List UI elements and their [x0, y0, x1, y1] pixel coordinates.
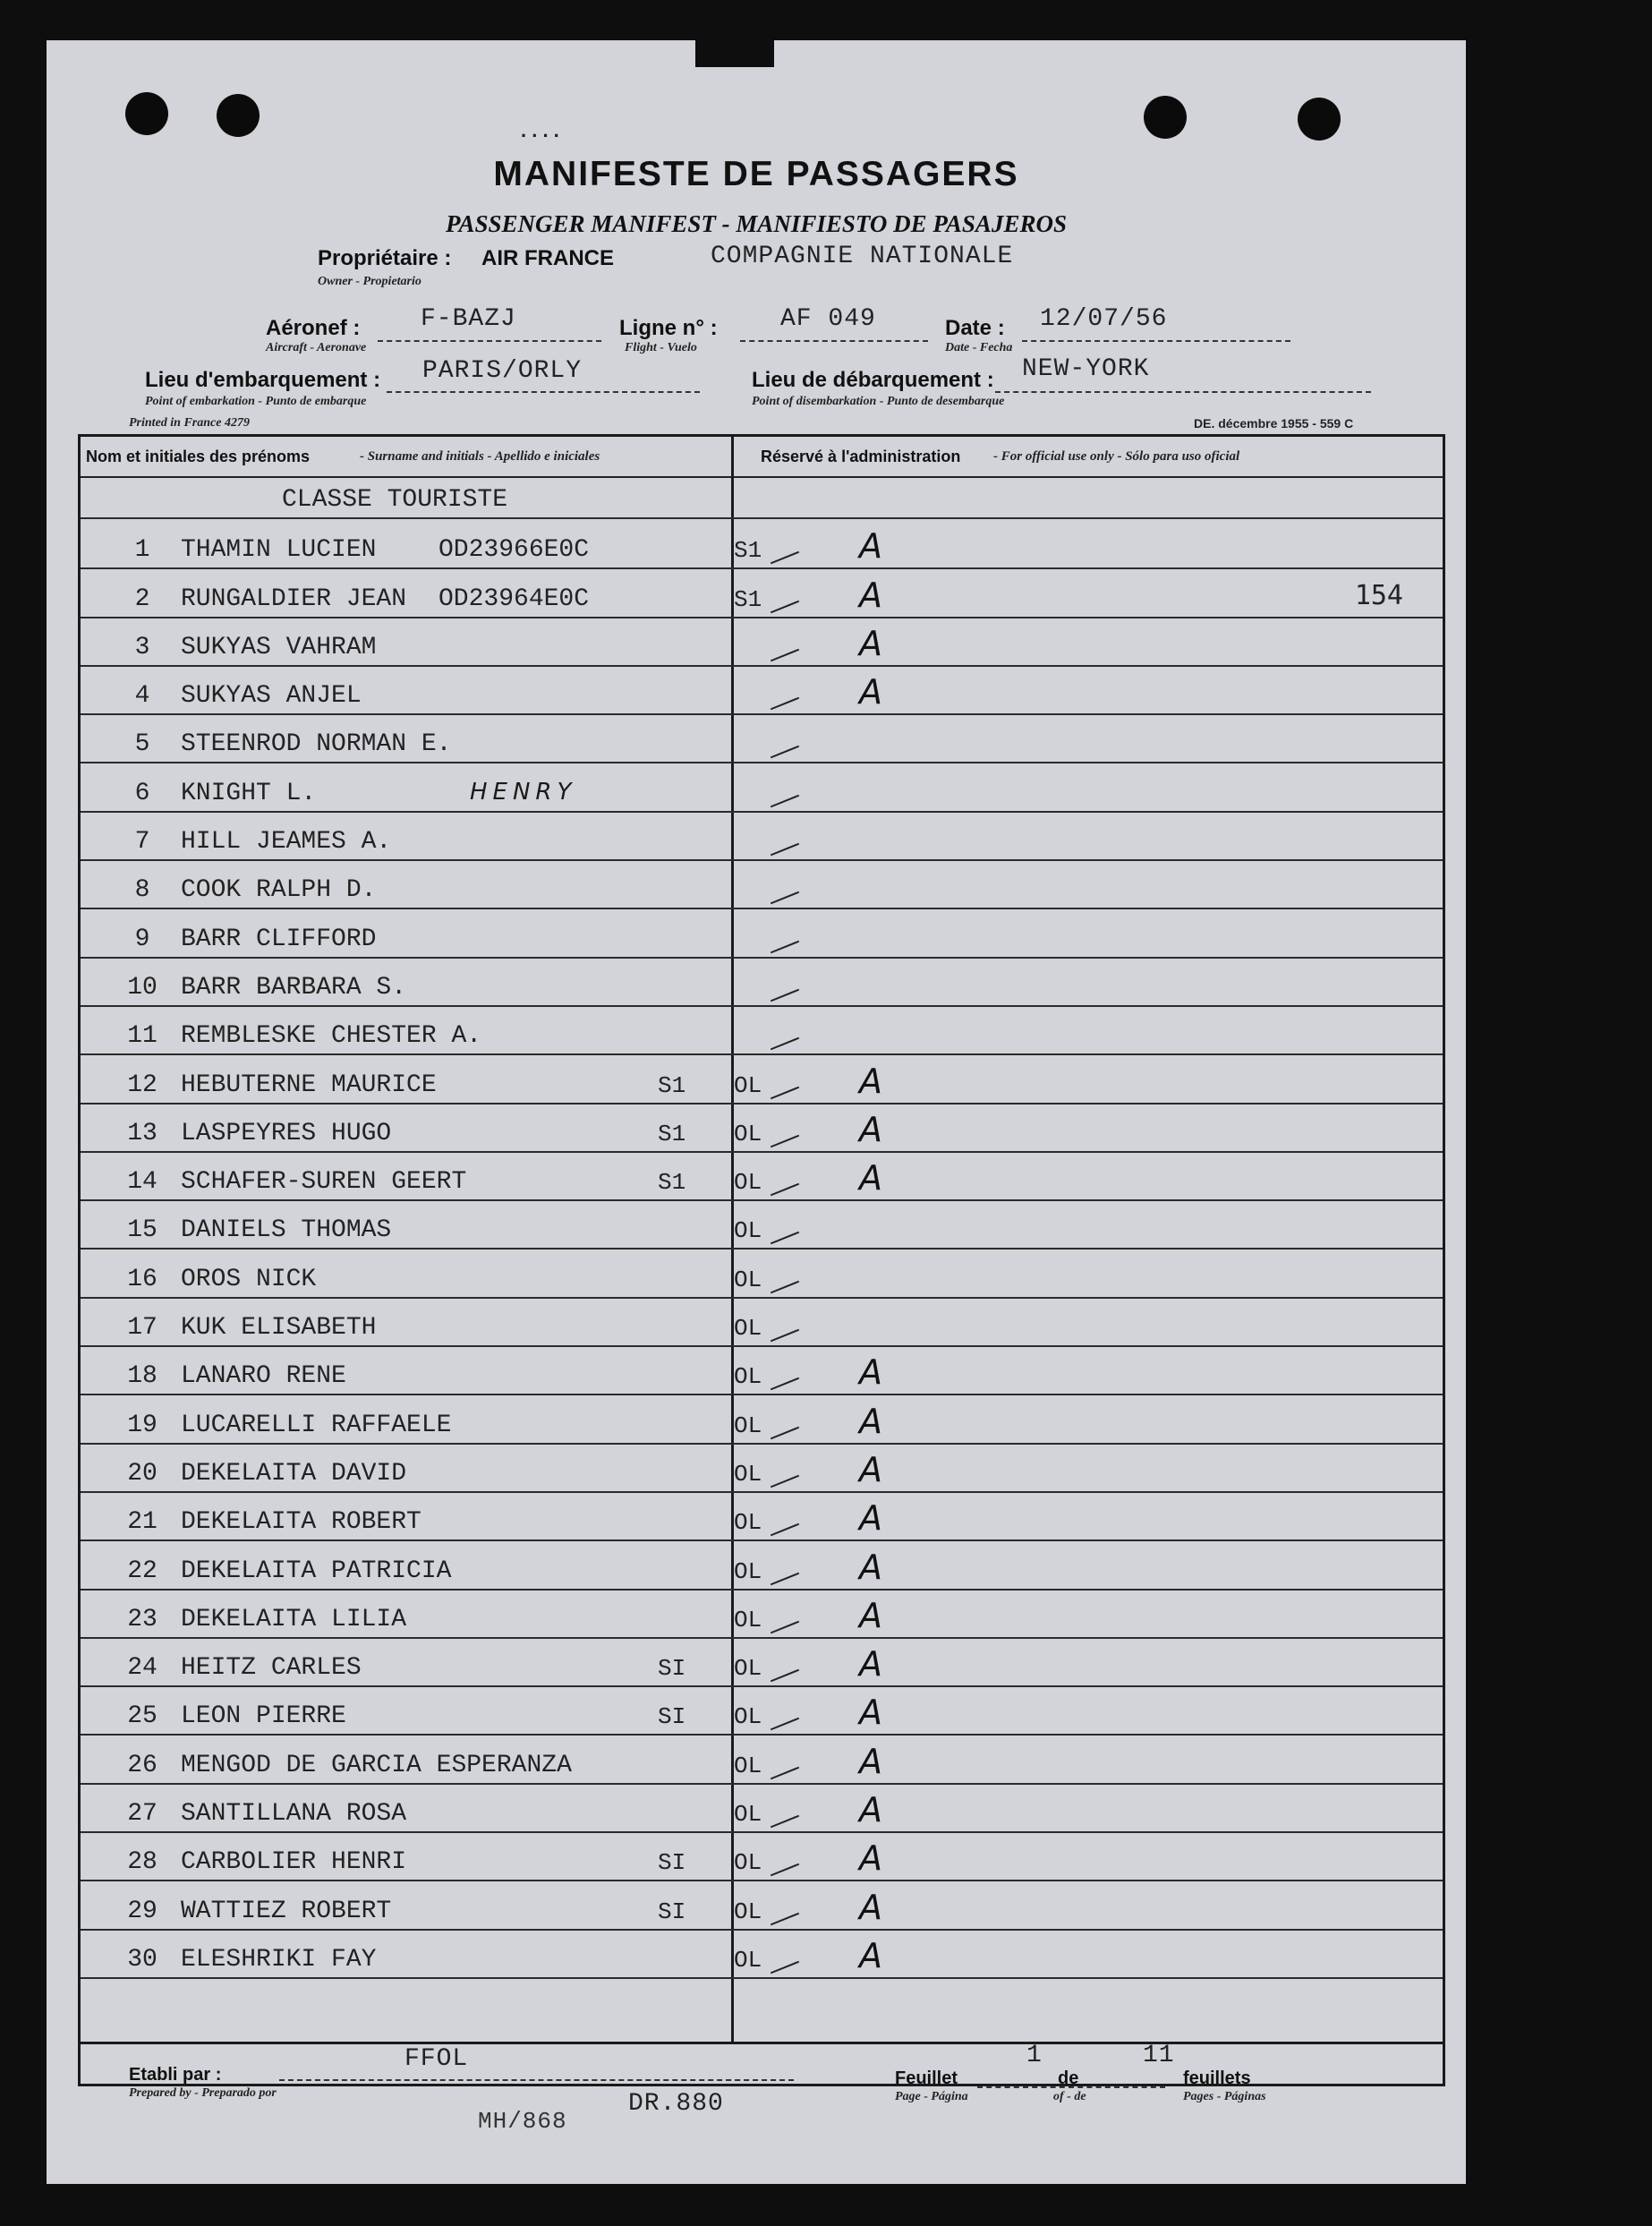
table-bottom-rule — [81, 2042, 1443, 2044]
check-mark — [771, 697, 799, 711]
passenger-name: HEBUTERNE MAURICE — [181, 1070, 437, 1099]
check-mark — [771, 940, 799, 953]
table-row — [81, 859, 1443, 909]
class-code: S1 — [658, 1169, 686, 1197]
check-mark — [771, 843, 799, 857]
table-row — [81, 1249, 1443, 1299]
flight-label: Ligne n° : — [619, 316, 718, 340]
admin-mark: A — [859, 1109, 882, 1149]
check-mark — [771, 1281, 799, 1294]
status-code: OL — [734, 1509, 762, 1537]
passenger-name: DEKELAITA DAVID — [181, 1459, 407, 1488]
aircraft-line — [378, 340, 601, 342]
check-mark — [771, 1377, 799, 1391]
passenger-name: KNIGHT L. — [181, 779, 317, 807]
table-row — [81, 1394, 1443, 1444]
table-row — [81, 1831, 1443, 1881]
status-code: OL — [734, 1898, 762, 1925]
aircraft-label: Aéronef : — [266, 316, 361, 340]
status-code: S1 — [734, 537, 762, 565]
printed-note: Printed in France 4279 — [129, 416, 250, 430]
row-number: 19 — [127, 1411, 158, 1439]
table-row — [81, 1539, 1443, 1590]
check-mark — [771, 649, 799, 662]
passenger-name: THAMIN LUCIEN — [181, 536, 377, 565]
table-row — [81, 763, 1443, 813]
check-mark — [771, 1086, 799, 1099]
check-mark — [771, 1669, 799, 1683]
aircraft-value: F-BAZJ — [421, 305, 516, 333]
row-number: 7 — [134, 828, 150, 857]
sheets-sublabel: Pages - Páginas — [1183, 2090, 1266, 2103]
status-code: OL — [734, 1169, 762, 1197]
document-number: OD23964E0C — [439, 584, 590, 613]
passenger-name: SUKYAS ANJEL — [181, 682, 362, 711]
passenger-name: WATTIEZ ROBERT — [181, 1897, 392, 1925]
check-mark — [771, 1961, 799, 1974]
check-mark — [771, 1912, 799, 1925]
status-code: OL — [734, 1606, 762, 1633]
admin-mark: A — [859, 1935, 882, 1975]
admin-mark: A — [859, 1449, 882, 1489]
passenger-name: RUNGALDIER JEAN — [181, 584, 407, 613]
table-row — [81, 1589, 1443, 1639]
row-number: 1 — [134, 536, 150, 565]
check-mark — [771, 1572, 799, 1585]
owner-value: AIR FRANCE — [481, 246, 614, 270]
of-sublabel: of - de — [1053, 2090, 1086, 2103]
stamp-code-1: MH/868 — [478, 2108, 567, 2135]
table-row — [81, 1685, 1443, 1736]
col-admin-header: Réservé à l'administration — [761, 448, 961, 465]
owner-typed: COMPAGNIE NATIONALE — [711, 243, 1014, 270]
row-number: 13 — [127, 1119, 158, 1147]
table-row — [81, 1443, 1443, 1493]
class-code: SI — [658, 1898, 686, 1925]
row-number: 25 — [127, 1702, 158, 1731]
page-title: MANIFESTE DE PASSAGERS — [493, 155, 1019, 193]
check-mark — [771, 1329, 799, 1343]
row-number: 23 — [127, 1605, 158, 1633]
row-number: 11 — [127, 1022, 158, 1051]
passenger-table — [78, 434, 1445, 2086]
table-row — [81, 1053, 1443, 1104]
passenger-name: BARR BARBARA S. — [181, 973, 407, 1002]
passenger-name: COOK RALPH D. — [181, 876, 377, 905]
row-number: 15 — [127, 1216, 158, 1245]
aircraft-sublabel: Aircraft - Aeronave — [266, 341, 367, 354]
status-code: OL — [734, 1217, 762, 1245]
passenger-name: DEKELAITA ROBERT — [181, 1508, 422, 1537]
admin-mark: A — [859, 1693, 882, 1733]
check-mark — [771, 795, 799, 808]
status-code: OL — [734, 1703, 762, 1731]
check-mark — [771, 1815, 799, 1829]
passenger-name: MENGOD DE GARCIA ESPERANZA — [181, 1751, 572, 1779]
table-row — [81, 1783, 1443, 1833]
class-code: SI — [658, 1703, 686, 1731]
table-row — [81, 1005, 1443, 1055]
date-line — [1022, 340, 1290, 342]
table-row — [81, 1929, 1443, 1979]
status-code: S1 — [734, 585, 762, 613]
row-number: 29 — [127, 1897, 158, 1925]
check-mark — [771, 989, 799, 1002]
passenger-name: SUKYAS VAHRAM — [181, 633, 377, 661]
admin-mark: A — [859, 1644, 882, 1684]
check-mark — [771, 600, 799, 613]
prepared-label: Etabli par : — [129, 2065, 222, 2085]
row-number: 4 — [134, 682, 150, 711]
class-code: SI — [658, 1655, 686, 1683]
status-code: OL — [734, 1752, 762, 1779]
table-row — [81, 617, 1443, 667]
sheet-sublabel: Page - Página — [895, 2090, 968, 2103]
check-mark — [771, 891, 799, 905]
flight-value: AF 049 — [780, 305, 876, 333]
row-number: 9 — [134, 925, 150, 953]
admin-mark: A — [859, 1352, 882, 1393]
row-number: 17 — [127, 1314, 158, 1343]
check-mark — [771, 746, 799, 759]
row-number: 21 — [127, 1508, 158, 1537]
status-code: OL — [734, 1363, 762, 1391]
passenger-name: ELESHRIKI FAY — [181, 1945, 377, 1974]
embark-sublabel: Point of embarkation - Punto de embarque — [145, 395, 367, 408]
check-mark — [771, 1135, 799, 1148]
table-row — [81, 957, 1443, 1007]
admin-mark: A — [859, 1498, 882, 1539]
prepared-sublabel: Prepared by - Preparado por — [129, 2086, 277, 2100]
admin-note: 154 — [1354, 579, 1403, 611]
check-mark — [771, 1718, 799, 1731]
handwritten-name: HENRY — [470, 778, 577, 806]
disembark-sublabel: Point of disembarkation - Punto de desembarque — [752, 395, 1005, 408]
status-code: OL — [734, 1801, 762, 1829]
of-label: de — [1058, 2068, 1079, 2088]
passenger-name: SANTILLANA ROSA — [181, 1800, 407, 1829]
sheets-label: feuillets — [1183, 2068, 1251, 2088]
admin-mark: A — [859, 1790, 882, 1830]
status-code: OL — [734, 1946, 762, 1974]
col-name-header: Nom et initiales des prénoms — [86, 448, 311, 465]
row-number: 16 — [127, 1265, 158, 1293]
section-row — [81, 478, 1443, 519]
passenger-name: DEKELAITA PATRICIA — [181, 1556, 452, 1585]
table-row — [81, 1103, 1443, 1153]
manifest-sheet — [47, 40, 1466, 2184]
punch-hole — [217, 94, 260, 137]
table-row — [81, 1880, 1443, 1930]
table-row — [81, 713, 1443, 763]
embark-line — [387, 391, 700, 393]
check-mark — [771, 1621, 799, 1634]
flight-line — [740, 340, 928, 342]
check-mark — [771, 1037, 799, 1051]
punch-hole — [1144, 96, 1187, 139]
row-number: 12 — [127, 1070, 158, 1099]
passenger-name: STEENROD NORMAN E. — [181, 730, 452, 759]
date-value: 12/07/56 — [1040, 305, 1168, 333]
passenger-name: LANARO RENE — [181, 1362, 346, 1391]
admin-mark: A — [859, 1741, 882, 1781]
passenger-name: BARR CLIFFORD — [181, 925, 377, 953]
table-row — [81, 665, 1443, 715]
check-mark — [771, 1767, 799, 1780]
passenger-name: HEITZ CARLES — [181, 1654, 362, 1683]
row-number: 5 — [134, 730, 150, 759]
passenger-name: LUCARELLI RAFFAELE — [181, 1411, 452, 1439]
status-code: OL — [734, 1849, 762, 1877]
status-code: OL — [734, 1266, 762, 1293]
passenger-name: LASPEYRES HUGO — [181, 1119, 392, 1147]
class-code: S1 — [658, 1071, 686, 1099]
row-number: 8 — [134, 876, 150, 905]
admin-mark: A — [859, 1061, 882, 1101]
row-number: 10 — [127, 973, 158, 1002]
admin-mark: A — [859, 526, 882, 567]
header-dots: . . . . — [521, 119, 559, 141]
check-mark — [771, 1426, 799, 1439]
passenger-name: LEON PIERRE — [181, 1702, 346, 1731]
admin-mark: A — [859, 1158, 882, 1198]
admin-mark: A — [859, 1595, 882, 1635]
passenger-name: DANIELS THOMAS — [181, 1216, 392, 1245]
table-row — [81, 1297, 1443, 1347]
owner-label: Propriétaire : — [318, 246, 452, 270]
table-row — [81, 1735, 1443, 1785]
of-value: 11 — [1143, 2042, 1175, 2069]
sheet-value: 1 — [1026, 2042, 1043, 2069]
col-name-header-sub: - Surname and initials - Apellido e iniciales — [360, 449, 600, 464]
col-admin-header-sub: - For official use only - Sólo para uso oficial — [993, 449, 1240, 464]
embark-value: PARIS/ORLY — [422, 357, 583, 385]
punch-hole — [125, 92, 168, 135]
row-number: 18 — [127, 1362, 158, 1391]
class-code: S1 — [658, 1120, 686, 1147]
disembark-value: NEW-YORK — [1022, 355, 1150, 383]
section-title: CLASSE TOURISTE — [282, 486, 508, 514]
passenger-name: HILL JEAMES A. — [181, 828, 392, 857]
passenger-name: SCHAFER-SUREN GEERT — [181, 1168, 467, 1197]
sheet-label: Feuillet — [895, 2068, 958, 2088]
sheet-line — [977, 2086, 1165, 2088]
paper-notch — [695, 40, 774, 67]
prepared-value: FFOL — [404, 2045, 469, 2073]
stamp-code-2: DR.880 — [628, 2090, 724, 2118]
embark-label: Lieu d'embarquement : — [145, 368, 381, 392]
admin-mark: A — [859, 672, 882, 712]
row-number: 2 — [134, 584, 150, 613]
table-row — [81, 1637, 1443, 1687]
status-code: OL — [734, 1460, 762, 1488]
row-number: 28 — [127, 1848, 158, 1877]
table-row — [81, 1199, 1443, 1249]
table-row — [81, 1491, 1443, 1541]
row-number: 22 — [127, 1556, 158, 1585]
status-code: OL — [734, 1315, 762, 1343]
date-sublabel: Date - Fecha — [945, 341, 1013, 354]
table-row — [81, 811, 1443, 861]
row-number: 3 — [134, 633, 150, 661]
admin-mark: A — [859, 623, 882, 663]
table-row — [81, 908, 1443, 958]
page-subtitle: PASSENGER MANIFEST - MANIFIESTO DE PASAJEROS — [446, 210, 1067, 237]
row-number: 14 — [127, 1168, 158, 1197]
passenger-name: DEKELAITA LILIA — [181, 1605, 407, 1633]
status-code: OL — [734, 1071, 762, 1099]
row-number: 26 — [127, 1751, 158, 1779]
row-number: 24 — [127, 1654, 158, 1683]
table-header — [81, 437, 1443, 478]
admin-mark: A — [859, 575, 882, 615]
table-row — [81, 519, 1443, 569]
check-mark — [771, 1864, 799, 1877]
table-row — [81, 567, 1443, 618]
admin-mark: A — [859, 1838, 882, 1879]
date-label: Date : — [945, 316, 1005, 340]
admin-mark: A — [859, 1547, 882, 1587]
admin-mark: A — [859, 1887, 882, 1927]
disembark-line — [995, 391, 1371, 393]
status-code: OL — [734, 1557, 762, 1585]
passenger-name: CARBOLIER HENRI — [181, 1848, 407, 1877]
owner-sublabel: Owner - Propietario — [318, 275, 422, 288]
prepared-line — [279, 2079, 794, 2081]
check-mark — [771, 1232, 799, 1245]
class-code: SI — [658, 1849, 686, 1877]
check-mark — [771, 1523, 799, 1537]
table-row — [81, 1345, 1443, 1395]
status-code: OL — [734, 1412, 762, 1439]
row-number: 27 — [127, 1800, 158, 1829]
status-code: OL — [734, 1120, 762, 1147]
check-mark — [771, 1475, 799, 1488]
row-number: 20 — [127, 1459, 158, 1488]
punch-hole — [1298, 98, 1341, 141]
passenger-name: REMBLESKE CHESTER A. — [181, 1022, 482, 1051]
check-mark — [771, 1183, 799, 1197]
status-code: OL — [734, 1655, 762, 1683]
flight-sublabel: Flight - Vuelo — [625, 341, 697, 354]
passenger-name: KUK ELISABETH — [181, 1314, 377, 1343]
row-number: 30 — [127, 1945, 158, 1974]
form-code: DE. décembre 1955 - 559 C — [1194, 416, 1354, 431]
admin-mark: A — [859, 1401, 882, 1441]
passenger-name: OROS NICK — [181, 1265, 317, 1293]
table-row — [81, 1151, 1443, 1201]
check-mark — [771, 551, 799, 565]
row-number: 6 — [134, 779, 150, 807]
disembark-label: Lieu de débarquement : — [752, 368, 994, 392]
document-number: OD23966E0C — [439, 536, 590, 565]
